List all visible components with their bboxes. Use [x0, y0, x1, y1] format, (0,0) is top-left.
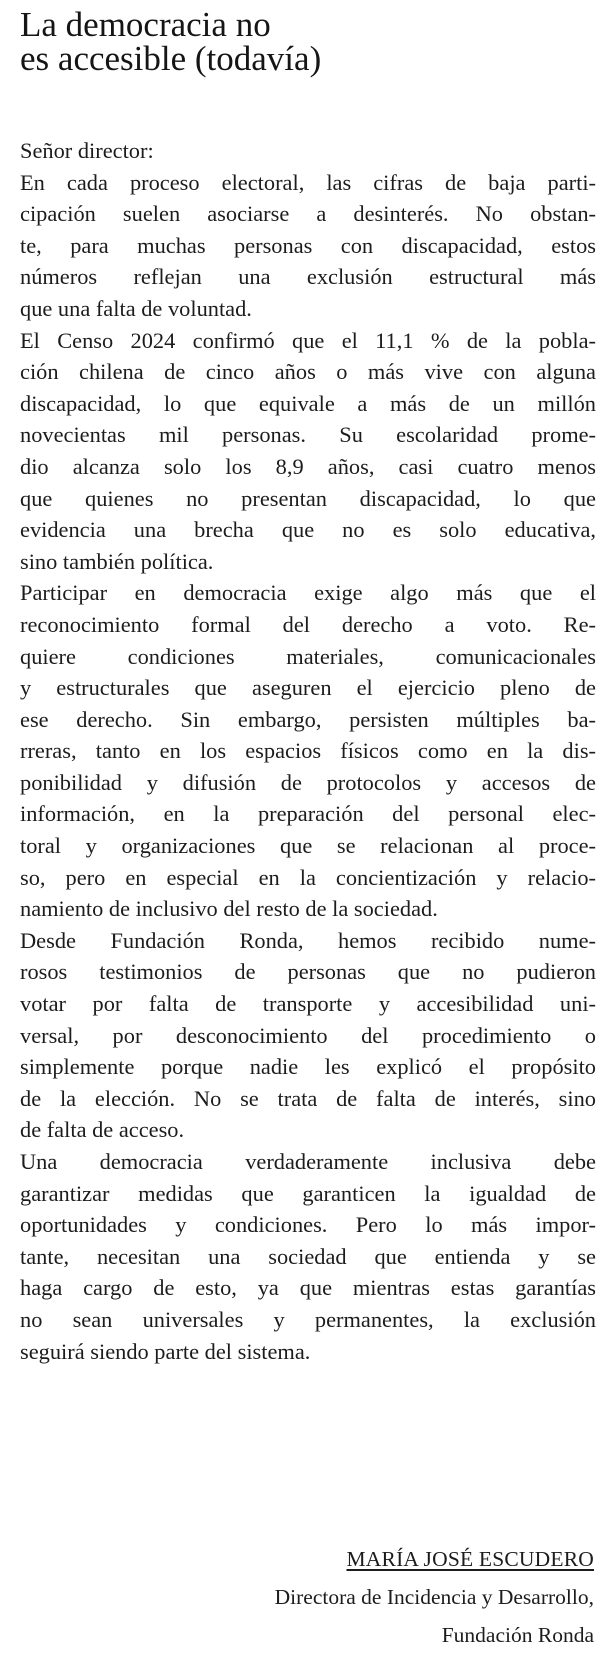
paragraph-line: Participar en democracia exige algo más que el: [20, 580, 596, 606]
paragraph-line: no sean universales y permanentes, la exclusión: [20, 1306, 596, 1332]
paragraph-line: Desde Fundación Ronda, hemos recibido nume-: [20, 927, 596, 953]
paragraph-line: que una falta de voluntad.: [20, 295, 252, 321]
paragraph-line: novecientas mil personas. Su escolaridad prome-: [20, 422, 596, 448]
title-line-1: La democracia no: [20, 5, 271, 44]
paragraph-line: y estructurales que aseguren el ejercicio pleno de: [20, 675, 596, 701]
signature-block: [275, 1540, 594, 1654]
paragraph-line: El Censo 2024 confirmó que el 11,1 % de la pobla-: [20, 327, 596, 353]
paragraph-line: te, para muchas personas con discapacidad, estos: [20, 232, 596, 258]
paragraph: [20, 1146, 596, 1367]
paragraph: [20, 325, 596, 578]
paragraph-line: información, en la preparación del personal elec-: [20, 801, 596, 827]
paragraph-line: toral y organizaciones que se relacionan al proce-: [20, 833, 596, 859]
signature-name: MARÍA JOSÉ ESCUDERO: [346, 1547, 594, 1571]
paragraph-line: versal, por desconocimiento del procedimiento o: [20, 1022, 596, 1048]
paragraph-line: ese derecho. Sin embargo, persisten múltiples ba-: [20, 706, 596, 732]
paragraph-line: de la elección. No se trata de falta de interés, sino: [20, 1085, 596, 1111]
paragraph: [20, 925, 596, 1146]
paragraph: [20, 167, 596, 325]
letter-paragraphs: [20, 167, 596, 1368]
paragraph-line: sino también política.: [20, 548, 214, 574]
paragraph-line: tante, necesitan una sociedad que entienda y se: [20, 1243, 596, 1269]
signature-role: Directora de Incidencia y Desarrollo,: [274, 1585, 594, 1609]
salutation-text: Señor director:: [20, 138, 154, 163]
paragraph-line: Una democracia verdaderamente inclusiva debe: [20, 1149, 596, 1174]
paragraph-line: quiere condiciones materiales, comunicacionales: [20, 643, 596, 669]
paragraph-line: namiento de inclusivo del resto de la sociedad.: [20, 896, 438, 922]
salutation: [20, 135, 596, 167]
paragraph-line: números reflejan una exclusión estructural más: [20, 264, 596, 290]
paragraph-line: haga cargo de esto, ya que mientras estas garantías: [20, 1275, 596, 1301]
paragraph-line: simplemente porque nadie les explicó el propósito: [20, 1054, 596, 1080]
paragraph-line: seguirá siendo parte del sistema.: [20, 1338, 311, 1364]
paragraph-line: discapacidad, lo que equivale a más de un millón: [20, 390, 596, 416]
paragraph-line: oportunidades y condiciones. Pero lo más impor-: [20, 1212, 596, 1238]
paragraph-line: que quienes no presentan discapacidad, lo que: [20, 485, 596, 511]
paragraph-line: so, pero en especial en la concientización y relacio-: [20, 864, 596, 890]
paragraph-line: cipación suelen asociarse a desinterés. No obstan-: [20, 201, 596, 227]
letter-body: [20, 135, 596, 1367]
paragraph-line: votar por falta de transporte y accesibilidad uni-: [20, 991, 596, 1017]
paragraph-line: dio alcanza solo los 8,9 años, casi cuatro menos: [20, 453, 596, 479]
paragraph: [20, 577, 596, 925]
paragraph-line: ponibilidad y difusión de protocolos y accesos de: [20, 769, 596, 795]
article-title: [20, 5, 596, 78]
signature-organization: Fundación Ronda: [441, 1623, 594, 1647]
paragraph-line: reconocimiento formal del derecho a voto. Re-: [20, 611, 596, 637]
paragraph-line: ción chilena de cinco años o más vive con alguna: [20, 359, 596, 385]
paragraph-line: evidencia una brecha que no es solo educativa,: [20, 517, 596, 543]
title-line-2: es accesible (todavía): [20, 39, 322, 78]
paragraph-line: rosos testimonios de personas que no pudieron: [20, 959, 596, 985]
paragraph-line: En cada proceso electoral, las cifras de baja parti-: [20, 169, 596, 195]
paragraph-line: de falta de acceso.: [20, 1117, 185, 1143]
paragraph-line: garantizar medidas que garanticen la igualdad de: [20, 1180, 596, 1206]
paragraph-line: rreras, tanto en los espacios físicos como en la dis-: [20, 738, 596, 764]
